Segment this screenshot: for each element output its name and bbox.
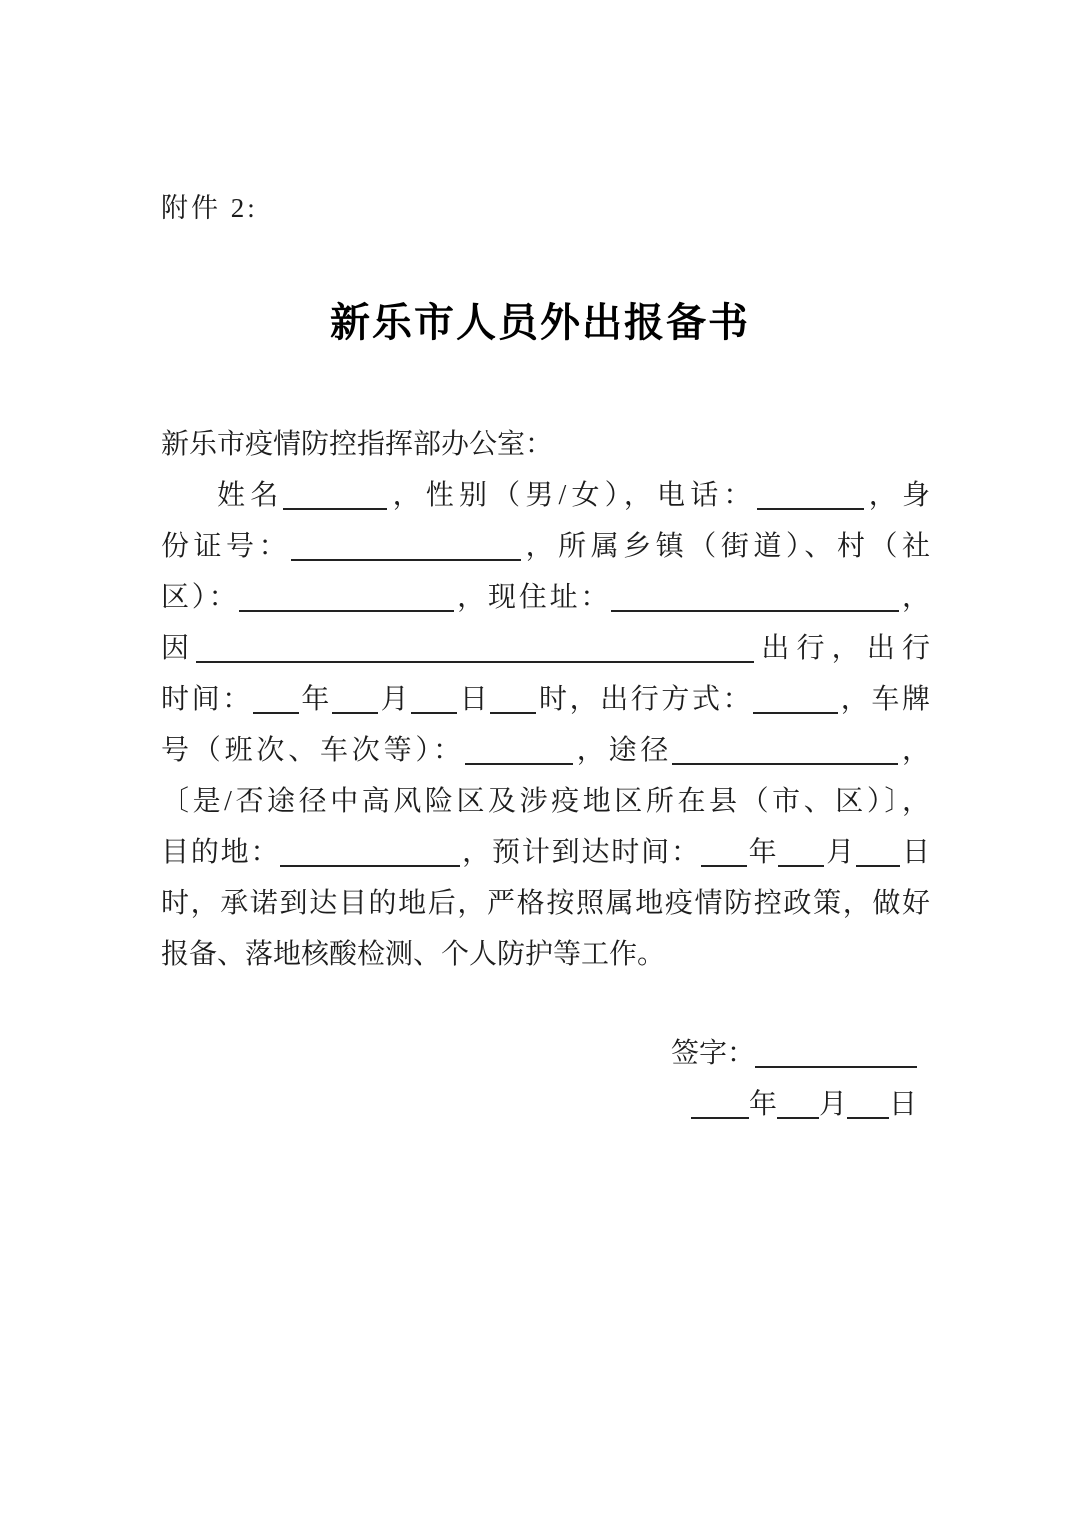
text-run: 时，承诺到达目的地后，严格按照属地疫情防控政策，做好 (161, 888, 930, 919)
fill-in-blank (691, 1117, 749, 1119)
text-run: 姓名 (217, 480, 284, 511)
fill-in-blank (239, 610, 454, 612)
text-run: 月 (818, 1089, 847, 1120)
text-run: ，途径 (572, 735, 673, 766)
fill-in-blank (701, 865, 747, 867)
fill-in-blank (757, 508, 864, 510)
text-run: 时间： (161, 684, 253, 715)
text-run: 目的地： (161, 837, 281, 868)
text-run: ，身 (863, 480, 930, 511)
fill-in-blank (332, 712, 378, 714)
text-run: 年 (298, 684, 332, 715)
fill-in-blank (465, 763, 573, 765)
text-run: 年 (746, 837, 779, 868)
text-run: 日 (900, 837, 930, 868)
text-run: ，车牌 (838, 684, 930, 715)
salutation: 新乐市疫情防控指挥部办公室： (161, 429, 554, 460)
text-run: ， (899, 582, 930, 613)
fill-in-blank (611, 610, 899, 612)
paragraph-line (161, 929, 930, 980)
text-run: ，预计到达时间： (460, 837, 701, 868)
paragraph-line (161, 776, 930, 827)
paragraph-line (161, 725, 930, 776)
fill-in-blank (280, 865, 460, 867)
fill-in-blank (847, 1117, 889, 1119)
text-run: 号（班次、车次等）： (161, 735, 465, 766)
text-run: 因 (161, 633, 197, 664)
fill-in-blank (856, 865, 900, 867)
paragraph-line (161, 674, 930, 725)
text-run: 出行，出行 (754, 633, 930, 664)
text-run: 日 (888, 1089, 917, 1120)
text-run: 报备、落地核酸检测、个人防护等工作。 (161, 939, 666, 970)
text-run: 时，出行方式： (536, 684, 754, 715)
fill-in-blank (283, 508, 387, 510)
paragraph-line (161, 572, 930, 623)
paragraph-line (161, 878, 930, 929)
text-run: 月 (378, 684, 412, 715)
attachment-label: 附件 2: (161, 193, 258, 223)
fill-in-blank (755, 1066, 917, 1068)
text-run: 区）： (161, 582, 240, 613)
text-run: ，所属乡镇（街道）、村（社 (521, 531, 930, 562)
text-run: ， (898, 735, 930, 766)
paragraph-line (161, 470, 930, 521)
fill-in-blank (196, 661, 754, 663)
signature-line (671, 1028, 917, 1079)
body-paragraph (161, 470, 930, 980)
text-run: 年 (748, 1089, 777, 1120)
document-title: 新乐市人员外出报备书 (330, 300, 750, 345)
fill-in-blank (777, 1117, 819, 1119)
fill-in-blank (253, 712, 299, 714)
fill-in-blank (291, 559, 521, 561)
text-run: 签字： (670, 1038, 755, 1069)
text-run: 月 (824, 837, 857, 868)
paragraph-line (161, 521, 930, 572)
fill-in-blank (672, 763, 898, 765)
paragraph-line (161, 623, 930, 674)
text-run: 〔是/否途径中高风险区及涉疫地区所在县（市、区）〕， (161, 786, 930, 817)
signature-date-line (671, 1079, 917, 1130)
fill-in-blank (753, 712, 838, 714)
text-run: ，性别（男/女），电话： (387, 480, 757, 511)
fill-in-blank (778, 865, 824, 867)
document-body (161, 419, 930, 980)
text-run: 份证号： (161, 531, 292, 562)
text-run: 日 (457, 684, 491, 715)
paragraph-line (161, 827, 930, 878)
fill-in-blank (490, 712, 536, 714)
text-run: ，现住址： (454, 582, 612, 613)
signature-block (671, 1028, 917, 1130)
fill-in-blank (411, 712, 457, 714)
